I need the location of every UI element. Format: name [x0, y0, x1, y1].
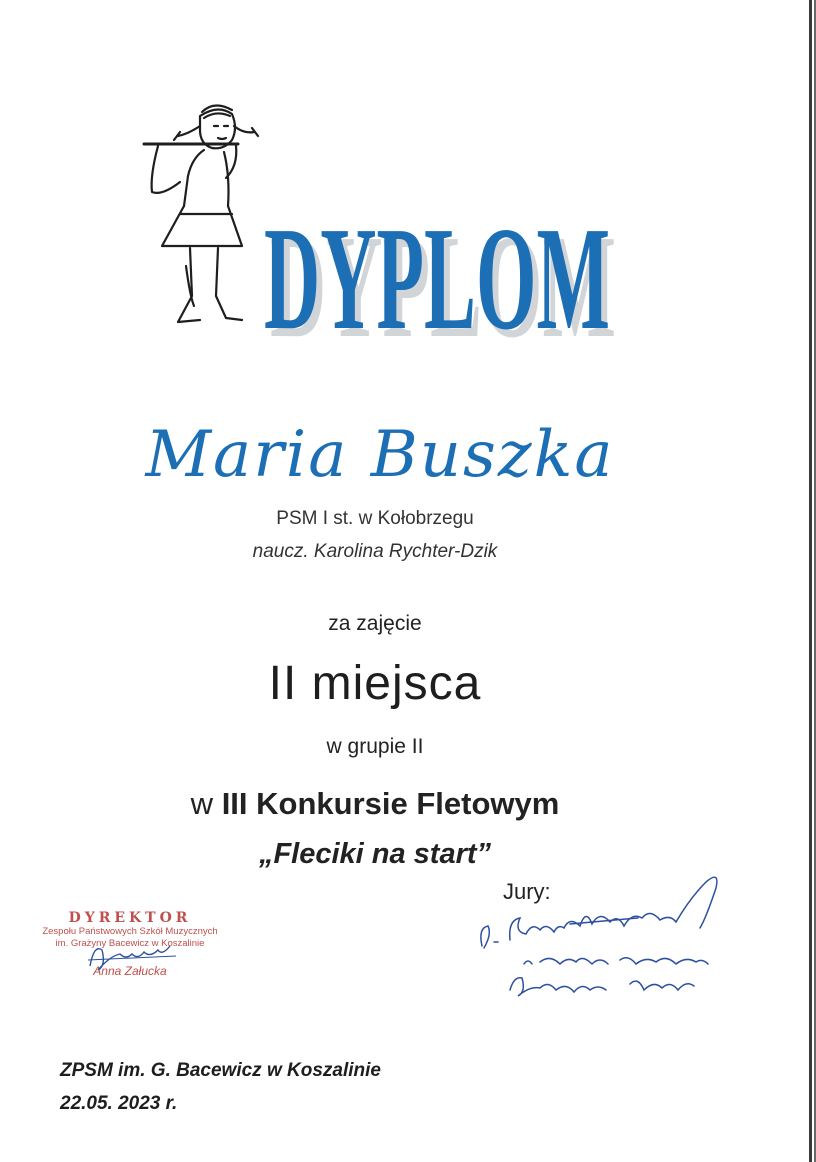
stamp-line-2: im. Grażyny Bacewicz w Koszalinie [55, 938, 205, 949]
stamp-name: Anna Załucka [93, 964, 167, 978]
award-intro: za zajęcie [328, 612, 422, 635]
jury-label: Jury: [503, 879, 551, 904]
footer-institution: ZPSM im. G. Bacewicz w Koszalinie [60, 1060, 381, 1081]
title-text: DYPLOM [264, 210, 610, 345]
stamp-title: DYREKTOR [68, 910, 192, 926]
scan-edge [809, 0, 812, 1162]
footer-date: 22.05. 2023 r. [60, 1093, 178, 1114]
diploma-title [262, 210, 622, 345]
contest-prefix: w [190, 786, 214, 821]
group-label: w grupie II [326, 735, 424, 758]
contest-line [0, 786, 750, 822]
jury-signatures [470, 868, 740, 1008]
director-signature [80, 936, 190, 976]
contest-name: „Fleciki na start” [258, 838, 492, 870]
title-shadow: DYPLOM [270, 210, 616, 345]
recipient-name: Maria Buszka [145, 418, 615, 492]
teacher-name: naucz. Karolina Rychter-Dzik [252, 541, 498, 562]
place-awarded: II miejsca [268, 657, 482, 710]
flute-girl-illustration [140, 96, 270, 336]
stamp-line-1: Zespołu Państwowych Szkół Muzycznych [42, 926, 218, 937]
contest-title: III Konkursie Fletowym [221, 786, 560, 821]
school-name: PSM I st. w Kołobrzegu [276, 508, 474, 529]
